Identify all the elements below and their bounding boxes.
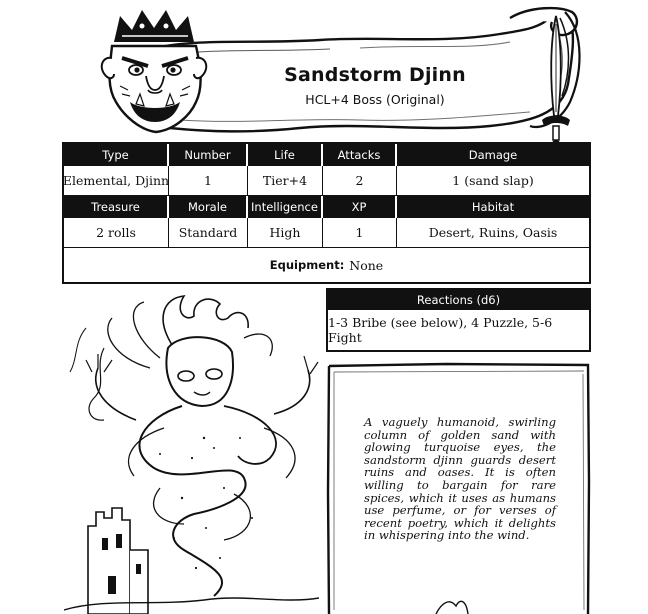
- habitat-value: Desert, Ruins, Oasis: [397, 218, 589, 248]
- reactions-header: Reactions (d6): [328, 290, 589, 310]
- stat-table: [62, 142, 591, 284]
- attacks-value: 2: [323, 166, 397, 196]
- title-banner: [60, 4, 590, 146]
- djinn-illustration: [64, 288, 319, 614]
- equipment-row: [64, 248, 589, 282]
- treasure-header: Treasure: [64, 196, 169, 218]
- ruined-tower-icon: [64, 508, 319, 614]
- stat-header-row-1: [64, 144, 589, 166]
- habitat-header: Habitat: [471, 200, 515, 214]
- attacks-header: Attacks: [323, 144, 397, 166]
- equipment-label: Equipment:: [269, 258, 345, 272]
- treasure-value: 2 rolls: [64, 218, 169, 248]
- type-value: Elemental, Djinn: [64, 166, 169, 196]
- morale-header: Morale: [169, 196, 248, 218]
- life-value: Tier+4: [248, 166, 323, 196]
- xp-value: 1: [323, 218, 397, 248]
- sword-icon: [536, 12, 576, 152]
- morale-value: Standard: [169, 218, 248, 248]
- crowned-orc-head-icon: [100, 6, 210, 138]
- damage-header: Damage: [468, 148, 518, 162]
- xp-header: XP: [323, 196, 397, 218]
- damage-value: 1 (sand slap): [397, 166, 589, 196]
- monster-title: Sandstorm Djinn: [284, 64, 466, 86]
- stat-header-row-2: [64, 196, 589, 218]
- number-value: 1: [169, 166, 248, 196]
- monster-description: A vaguely humanoid, swirling column of golden sand with glowing turquoise eyes, the sandstorm djinn guards desert ruins and oases. It is often willing to bargain for rare spices, which it uses as humans use perfume, or for verses of recent poetry, which it delights in whispering into the wind.: [364, 415, 556, 543]
- equipment-value: None: [349, 257, 384, 273]
- sand-djinn-illustration: [64, 288, 319, 614]
- intelligence-header: Intelligence: [248, 196, 323, 218]
- reactions-text: 1-3 Bribe (see below), 4 Puzzle, 5-6 Fight: [328, 315, 553, 345]
- life-header: Life: [248, 144, 323, 166]
- stat-value-row-1: [64, 166, 589, 196]
- type-header: Type: [64, 144, 169, 166]
- number-header: Number: [169, 144, 248, 166]
- stat-value-row-2: [64, 218, 589, 248]
- description-panel: [326, 362, 591, 614]
- reactions-box: [326, 288, 591, 352]
- intelligence-value: High: [248, 218, 323, 248]
- monster-subtitle: HCL+4 Boss (Original): [305, 92, 445, 107]
